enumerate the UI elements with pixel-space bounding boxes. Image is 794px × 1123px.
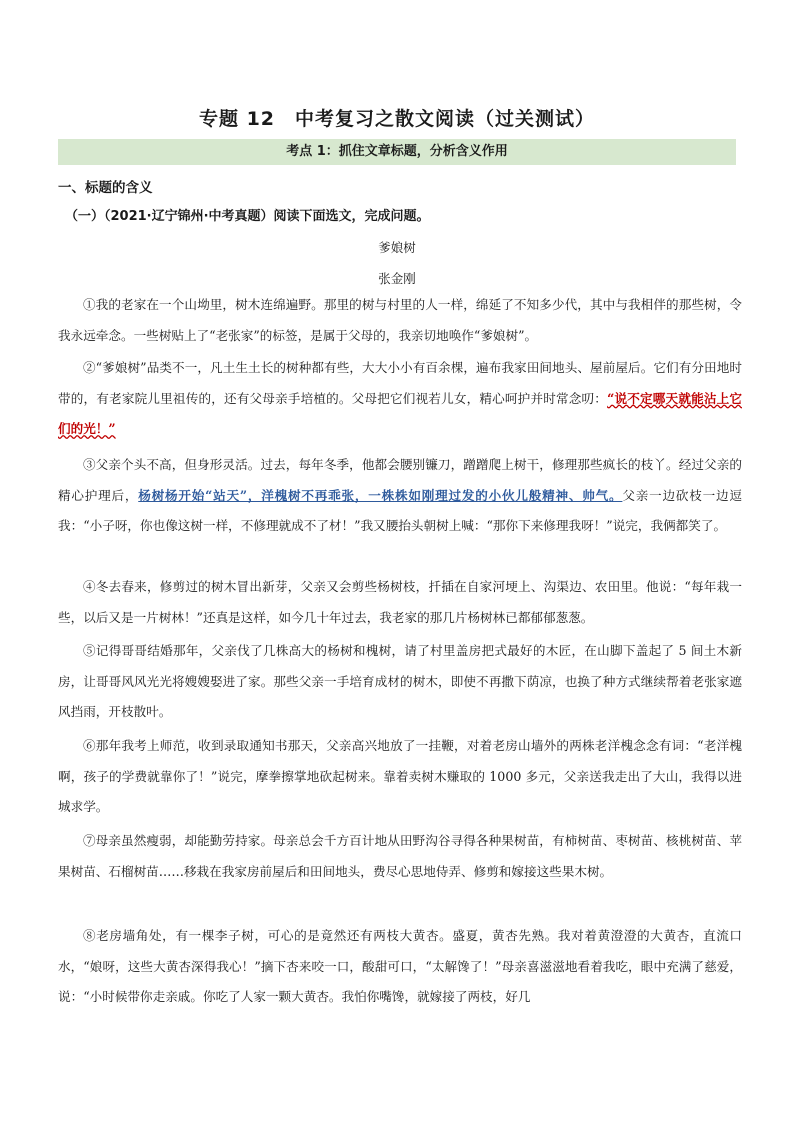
- paragraph-2: [58, 353, 742, 445]
- section-heading: 一、标题的含义: [58, 180, 153, 196]
- paragraph-1: ①我的老家在一个山坳里，树木连绵遍野。那里的树与村里的人一样，绵延了不知多少代，其中与我相伴的那些树，令我永远牵念。一些树贴上了“老张家”的标签，是属于父母的，我亲切地唤作“爹娘树”。: [58, 297, 742, 343]
- highlighted-sentence: 杨树杨开始“站天”，洋槐树不再乖张，一株株如刚理过发的小伙儿般精神、帅气。: [138, 487, 623, 503]
- document-title: 专题 12 中考复习之散文阅读（过关测试）: [198, 108, 596, 130]
- essay-title: 爹娘树: [378, 240, 416, 255]
- question-intro: （一）（2021·辽宁锦州·中考真题）阅读下面选文，完成问题。: [65, 209, 430, 224]
- essay-author: 张金刚: [378, 271, 416, 286]
- paragraph-4: ④冬去春来，修剪过的树木冒出新芽，父亲又会剪些杨树枝，扦插在自家河埂上、沟渠边、农田里。他说：“每年栽一些，以后又是一片树林！”还真是这样，如今几十年过去，我老家的那几片杨树林已都郁郁葱葱。: [58, 579, 742, 625]
- paragraph-3-text-end: 父亲一边砍枝一边逗我：“小子呀，你也像这树一样，不修理就成不了材！”我又腰抬头朝树上喊：“那你下来修理我呀！”说完，我俩都笑了。: [58, 487, 742, 534]
- paragraph-8: ⑧老房墙角处，有一棵李子树，可心的是竟然还有两枝大黄杏。盛夏，黄杏先熟。我对着黄澄澄的大黄杏，直流口水，“娘呀，这些大黄杏深得我心！”摘下杏来咬一口，酸甜可口，“太解馋了！”母亲喜滋滋地看着我吃，眼中充满了慈爱，说：“小时候带你走亲戚。你吃了人家一颗大黄杏。我怕你嘴馋，就嫁接了两枝，好几: [58, 928, 742, 1005]
- paragraph-2-text: ②“爹娘树”品类不一，凡土生土长的树种都有些，大大小小有百余棵，遍布我家田间地头、屋前屋后。它们有分田地时带的，有老家院儿里祖传的，还有父母亲手培植的。父母把它们视若儿女，精心呵护并时常念叨：: [58, 360, 742, 406]
- kaodian-banner: [58, 139, 736, 165]
- paragraph-3: [58, 450, 742, 542]
- paragraph-7: ⑦母亲虽然瘦弱，却能勤劳持家。母亲总会千方百计地从田野沟谷寻得各种果树苗，有柿树苗、枣树苗、核桃树苗、苹果树苗、石榴树苗……移栽在我家房前屋后和田间地头，费尽心思地侍弄、修剪和嫁接这些果木树。: [58, 833, 742, 879]
- highlighted-quote: “说不定哪天就能沾上它们的光！”: [58, 390, 742, 437]
- paragraph-6: ⑥那年我考上师范，收到录取通知书那天，父亲高兴地放了一挂鞭，对着老房山墙外的两株老洋槐念念有词：“老洋槐啊，孩子的学费就靠你了！”说完，摩拳擦掌地砍起树来。靠着卖树木赚取的 1000 多元，父亲送我走出了大山，我得以进城求学。: [58, 738, 742, 815]
- paragraph-5: ⑤记得哥哥结婚那年，父亲伐了几株高大的杨树和槐树，请了村里盖房把式最好的木匠，在山脚下盖起了 5 间土木新房，让哥哥风风光光将嫂嫂娶进了家。那些父亲一手培育成材的树木，即使不再撒下荫凉，也换了种方式继续帮着老张家遮风挡雨，开枝散叶。: [58, 643, 742, 720]
- paragraph-3-text-start: ③父亲个头不高，但身形灵活。过去，每年冬季，他都会腰别镰刀，蹭蹭爬上树干，修理那些疯长的枝丫。经过父亲的精心护理后，: [58, 457, 742, 503]
- kaodian-label: 考点 1：抓住文章标题，分析含义作用: [286, 144, 508, 159]
